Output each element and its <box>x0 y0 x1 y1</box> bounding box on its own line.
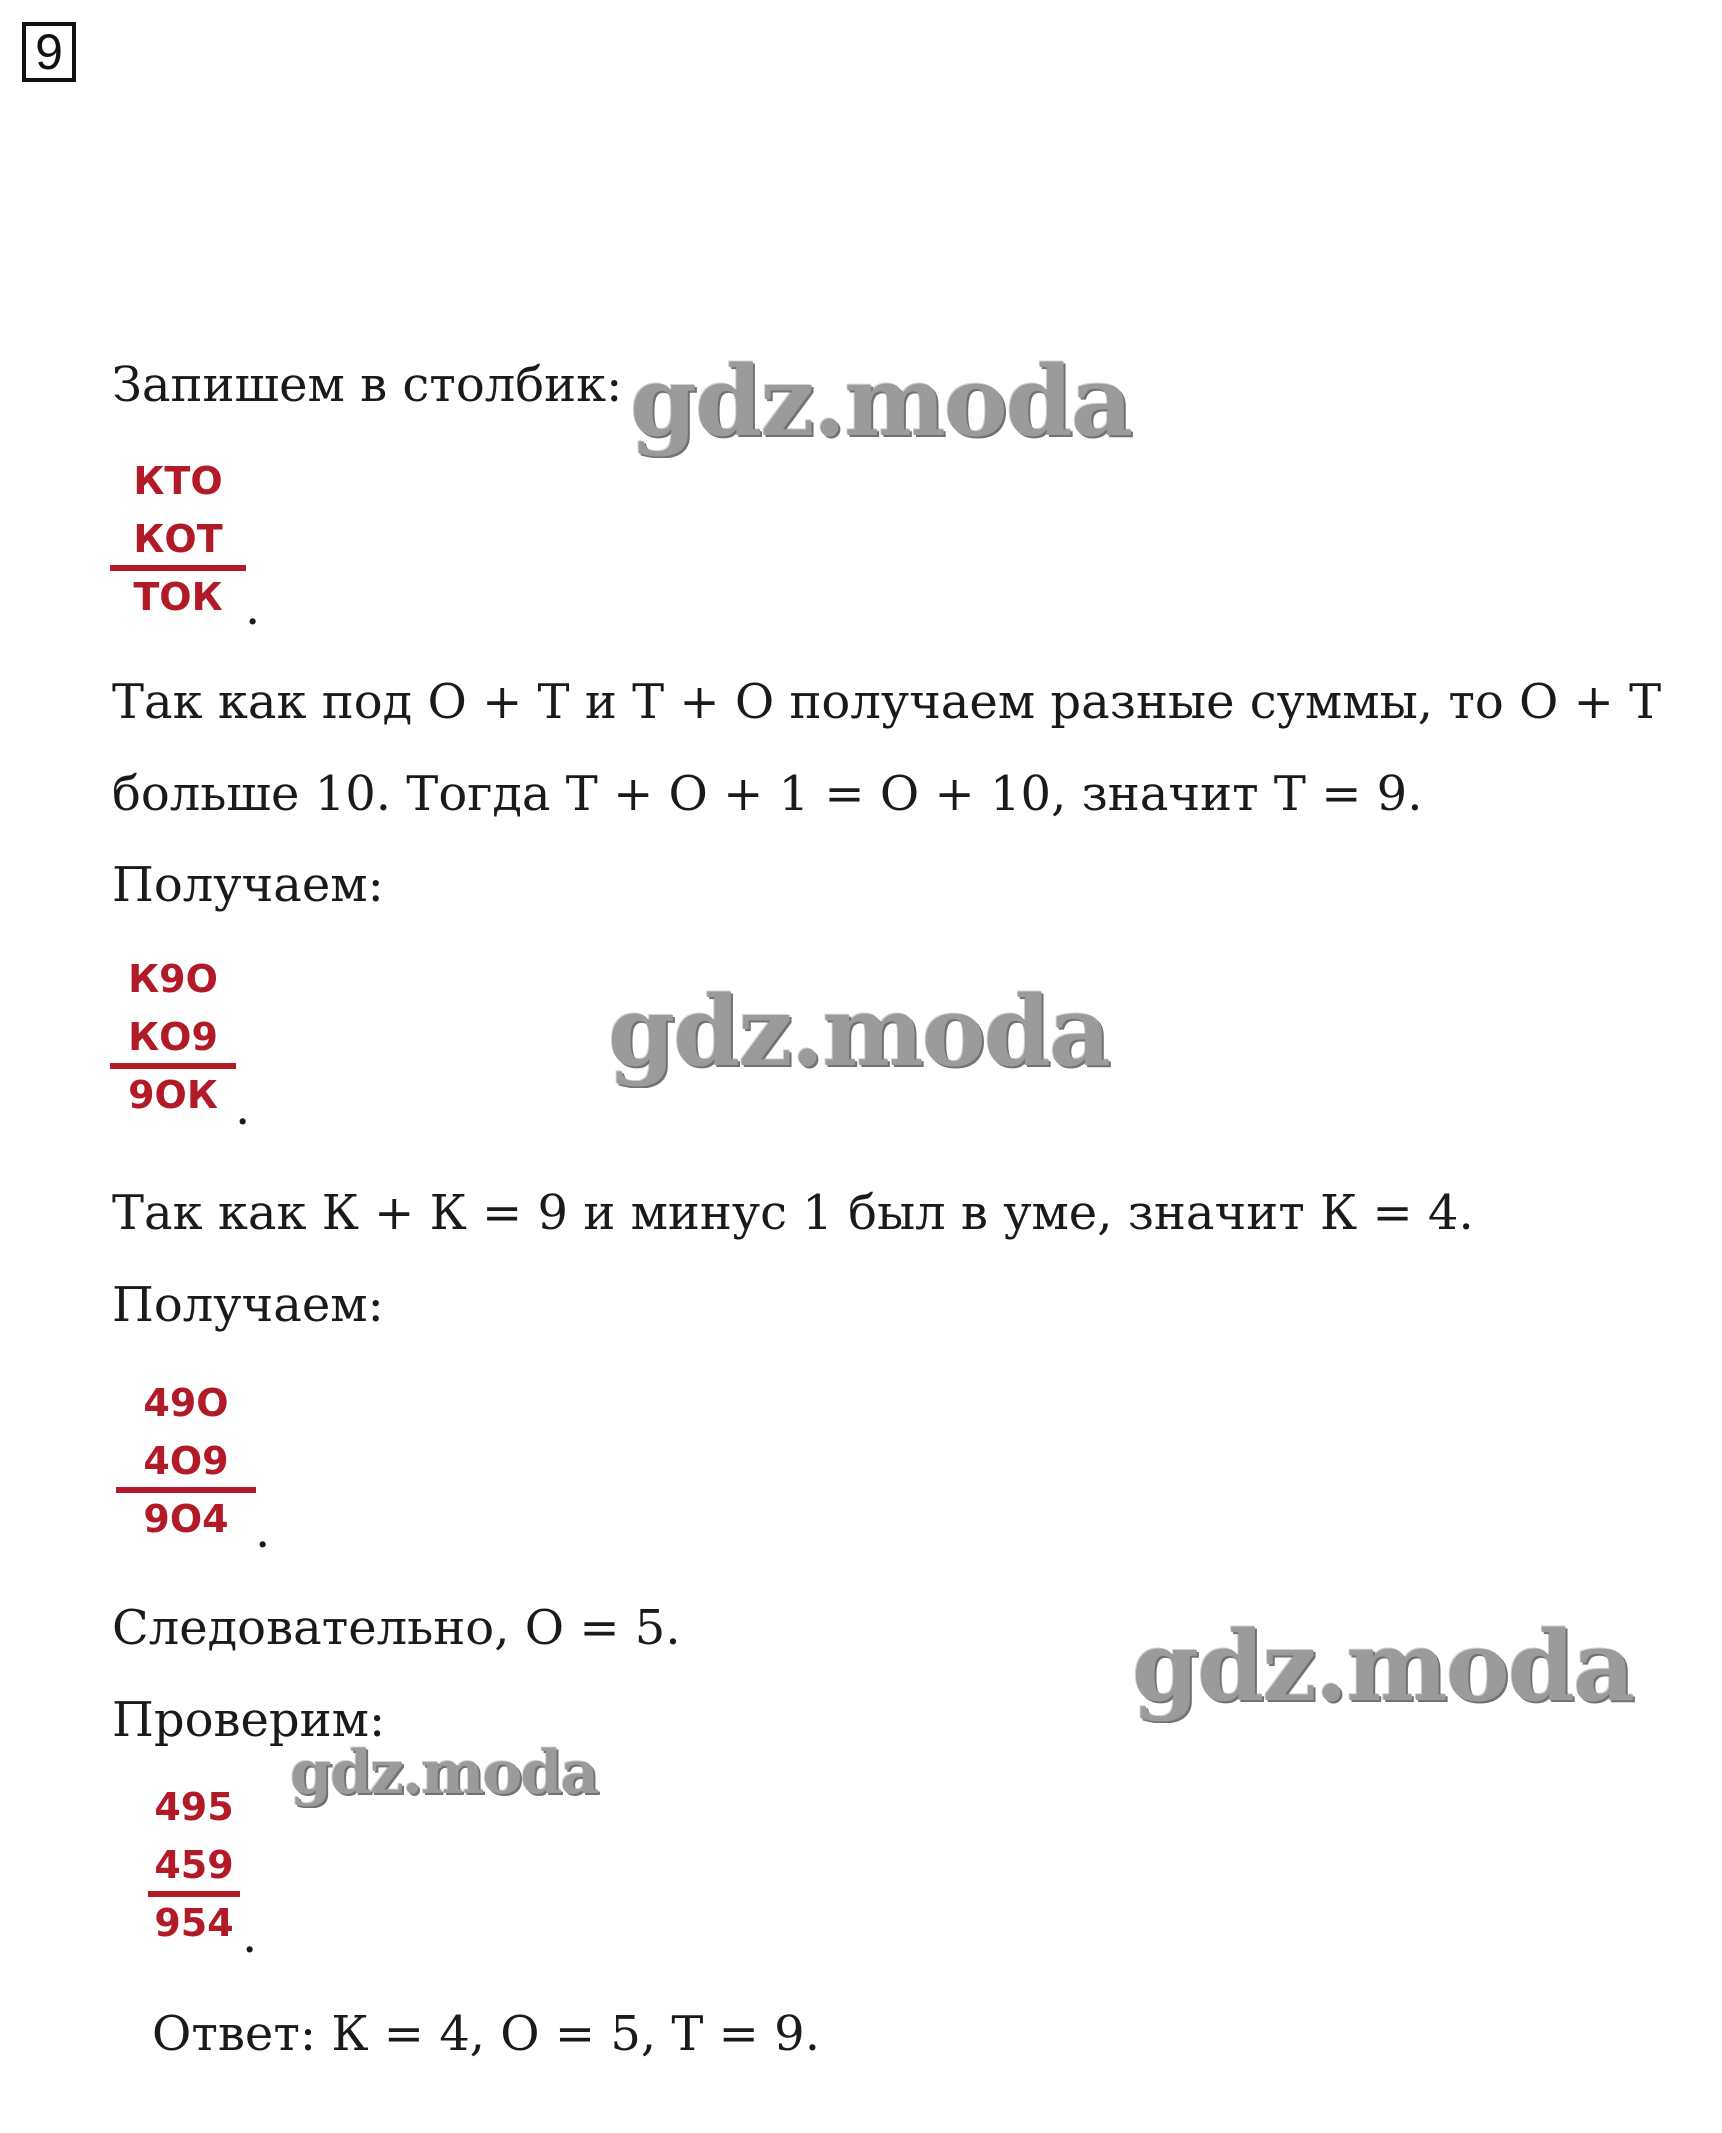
calc-1-period: . <box>245 580 261 636</box>
intro-text: Запишем в столбик: <box>112 357 623 413</box>
result-label-1: Получаем: <box>112 857 384 913</box>
calculation-2 <box>110 950 236 1124</box>
answer-text: Ответ: К = 4, О = 5, Т = 9. <box>152 2006 820 2062</box>
calculation-3 <box>116 1374 256 1548</box>
calc-1-middle: КОТ <box>133 517 223 561</box>
calc-3-result: 9О4 <box>143 1497 229 1541</box>
calc-4-result: 954 <box>154 1901 234 1945</box>
calc-2-top: К9О <box>128 957 218 1001</box>
calculation-1 <box>110 452 246 626</box>
calc-3-top: 49О <box>143 1381 229 1425</box>
calc-4-middle: 459 <box>154 1843 234 1887</box>
calculation-4 <box>148 1778 240 1952</box>
calc-2-middle: КО9 <box>128 1015 218 1059</box>
watermark-4: gdz.moda <box>290 1738 598 1808</box>
calc-4-top: 495 <box>154 1785 234 1829</box>
reasoning-line-2: больше 10. Тогда Т + О + 1 = О + 10, значит Т = 9. <box>112 766 1423 822</box>
reasoning-line-1: Так как под О + Т и Т + О получаем разные суммы, то О + Т <box>112 674 1662 730</box>
watermark-1: gdz.moda <box>630 345 1132 458</box>
calc-2-result: 9ОК <box>128 1073 218 1117</box>
reasoning-line-3: Так как К + К = 9 и минус 1 был в уме, значит К = 4. <box>112 1185 1474 1241</box>
calc-1-result: ТОК <box>133 575 223 619</box>
calc-4-period: . <box>242 1908 258 1964</box>
watermark-2: gdz.moda <box>608 975 1110 1088</box>
calc-1-top: КТО <box>133 459 223 503</box>
check-label: Проверим: <box>112 1692 386 1748</box>
calc-3-middle: 4О9 <box>143 1439 229 1483</box>
conclusion-text: Следовательно, О = 5. <box>112 1600 681 1656</box>
task-number: 9 <box>22 22 76 82</box>
result-label-2: Получаем: <box>112 1277 384 1333</box>
calc-3-period: . <box>255 1503 271 1559</box>
watermark-3: gdz.moda <box>1132 1610 1634 1723</box>
calc-2-period: . <box>235 1080 251 1136</box>
